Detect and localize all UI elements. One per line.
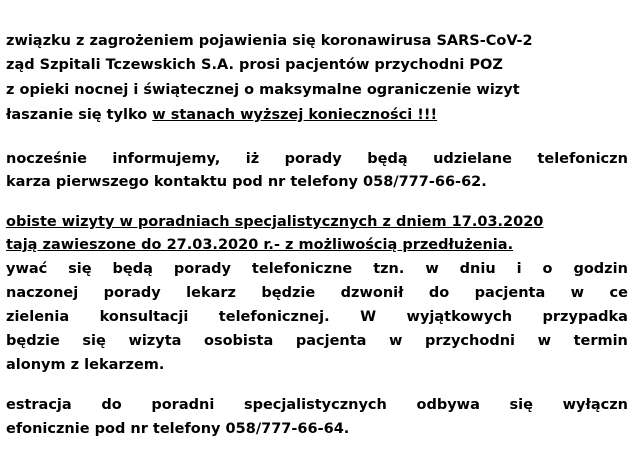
word: w: [570, 285, 585, 301]
p3-line-4: [6, 284, 628, 302]
word: pacjenta: [474, 285, 546, 301]
p3-line-7: alonym z lekarzem.: [6, 357, 165, 373]
word: będą: [367, 151, 408, 167]
p3-line-5: [6, 308, 628, 326]
p3-line-3: [6, 260, 628, 278]
word: informujemy,: [112, 151, 221, 167]
word: konsultacji: [99, 309, 189, 325]
p1-line-1: związku z zagrożeniem pojawienia się koronawirusa SARS-CoV-2: [6, 33, 533, 49]
word: wizyta: [128, 333, 182, 349]
p3-line-1: obiste wizyty w poradniach specjalistycznych z dniem 17.03.2020: [6, 214, 544, 230]
word: udzielane: [433, 151, 512, 167]
p2-line-2: karza pierwszego kontaktu pod nr telefony 058/777-66-62.: [6, 174, 487, 190]
word: przypadka: [542, 309, 628, 325]
p1-line-4-emphasis: w stanach wyższej konieczności !!!: [152, 107, 438, 123]
word: o: [542, 261, 553, 277]
p1-line-3: z opieki nocnej i świątecznej o maksymalne ograniczenie wizyt: [6, 82, 520, 98]
p4-line-2: efonicznie pod nr telefony 058/777-66-64.: [6, 421, 350, 437]
word: naczonej: [6, 285, 79, 301]
word: wyjątkowych: [406, 309, 513, 325]
word: lekarz: [186, 285, 236, 301]
word: godzin: [573, 261, 628, 277]
word: przychodni: [425, 333, 515, 349]
word: do: [101, 397, 122, 413]
word: ywać: [6, 261, 48, 277]
word: w: [537, 333, 551, 349]
word: pacjenta: [295, 333, 367, 349]
word: się: [68, 261, 92, 277]
word: w: [425, 261, 439, 277]
word: iż: [245, 151, 260, 167]
word: porady: [173, 261, 231, 277]
word: wyłączn: [562, 397, 628, 413]
p1-line-2: ząd Szpitali Tczewskich S.A. prosi pacjentów przychodni POZ: [6, 57, 503, 73]
p2-line-1: [6, 150, 628, 168]
word: osobista: [204, 333, 274, 349]
word: telefonicznej.: [218, 309, 330, 325]
word: telefoniczn: [537, 151, 628, 167]
word: zielenia: [6, 309, 70, 325]
word: porady: [284, 151, 342, 167]
word: telefoniczne: [251, 261, 353, 277]
p4-line-1: [6, 396, 628, 414]
p3-line-6: [6, 332, 628, 350]
word: tzn.: [373, 261, 405, 277]
word: do: [428, 285, 450, 301]
word: w: [389, 333, 403, 349]
word: będą: [112, 261, 153, 277]
word: dniu: [459, 261, 496, 277]
word: specjalistycznych: [243, 397, 387, 413]
word: W: [360, 309, 377, 325]
word: dzwonił: [340, 285, 404, 301]
word: i: [516, 261, 522, 277]
word: się: [82, 333, 106, 349]
word: się: [509, 397, 533, 413]
word: będzie: [261, 285, 316, 301]
word: termin: [573, 333, 628, 349]
p3-line-2: tają zawieszone do 27.03.2020 r.- z możliwością przedłużenia.: [6, 237, 514, 253]
word: estracja: [6, 397, 72, 413]
p1-line-4: [6, 106, 437, 124]
word: poradni: [151, 397, 215, 413]
word: odbywa: [416, 397, 480, 413]
p1-line-4-text: łaszanie się tylko: [6, 107, 153, 123]
word: będzie: [6, 333, 60, 349]
word: porady: [103, 285, 161, 301]
word: ce: [609, 285, 628, 301]
word: nocześnie: [6, 151, 87, 167]
